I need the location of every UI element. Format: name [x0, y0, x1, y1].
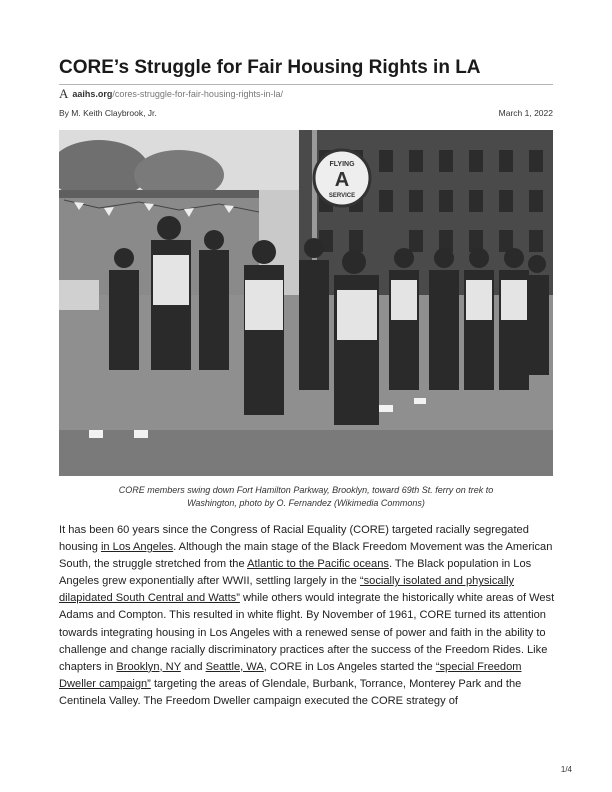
site-logo-icon: A: [59, 86, 69, 101]
page-number: 1/4: [560, 765, 572, 774]
caption-line-1: CORE members swing down Fort Hamilton Parkway, Brooklyn, toward 69th St. ferry on trek to: [118, 485, 494, 495]
url-domain: aaihs.org: [72, 89, 113, 99]
body-text-4: while others would integrate the historically white areas of West Adams and Compton. This resulted in white flight. By November of 1961, CORE turned its attention towards integrating housing in Los Angeles with a renewed sense of power and faith in the ability to challenge and change racially discriminatory practices after the success of the Freedom Rides. Like chapters in: [59, 592, 555, 673]
body-text-3: . The Black population in Los Angeles grew exponentially after WWII, settling largely in the: [59, 558, 532, 588]
caption-line-2: Washington, photo by O. Fernandez (Wikimedia Commons): [187, 498, 425, 508]
core-march-photo: [59, 130, 553, 476]
publish-date: March 1, 2022: [498, 108, 553, 118]
body-text-5: and: [180, 660, 206, 673]
article-title: CORE’s Struggle for Fair Housing Rights in LA: [59, 57, 481, 78]
title-divider: [59, 84, 553, 85]
link-freedom-dweller[interactable]: “special Freedom Dweller campaign”: [59, 660, 522, 690]
body-text-7: targeting the areas of Glendale, Burbank, Torrance, Monterey Park and the Centinela Valley. The Freedom Dweller campaign executed the CORE strategy of: [59, 677, 522, 707]
photo-illustration: [59, 130, 553, 476]
body-text-1: It has been 60 years since the Congress of Racial Equality (CORE) targeted racially segregated housing: [59, 524, 529, 554]
sign-mid-text: A: [334, 169, 350, 191]
link-atlantic-pacific[interactable]: Atlantic to the Pacific oceans: [247, 558, 389, 571]
byline: By M. Keith Claybrook, Jr.: [59, 108, 157, 118]
body-text-2: . Although the main stage of the Black Freedom Movement was the American South, the struggle stretched from the: [59, 541, 553, 571]
link-south-central-watts[interactable]: “socially isolated and physically dilapidated South Central and Watts”: [59, 575, 515, 605]
source-url-link[interactable]: [72, 89, 283, 99]
body-text-6: , CORE in Los Angeles started the: [263, 660, 436, 673]
source-url-row: [59, 87, 283, 101]
sign-bottom-text: SERVICE: [328, 193, 356, 199]
article-body-paragraph: [59, 522, 555, 710]
link-seattle[interactable]: Seattle, WA: [205, 660, 264, 673]
link-los-angeles[interactable]: in Los Angeles: [100, 541, 174, 554]
url-path: /cores-struggle-for-fair-housing-rights-in-la/: [112, 89, 283, 99]
sign-top-text: FLYING: [329, 161, 355, 168]
link-brooklyn[interactable]: Brooklyn, NY: [116, 660, 181, 673]
photo-caption: [80, 484, 532, 510]
